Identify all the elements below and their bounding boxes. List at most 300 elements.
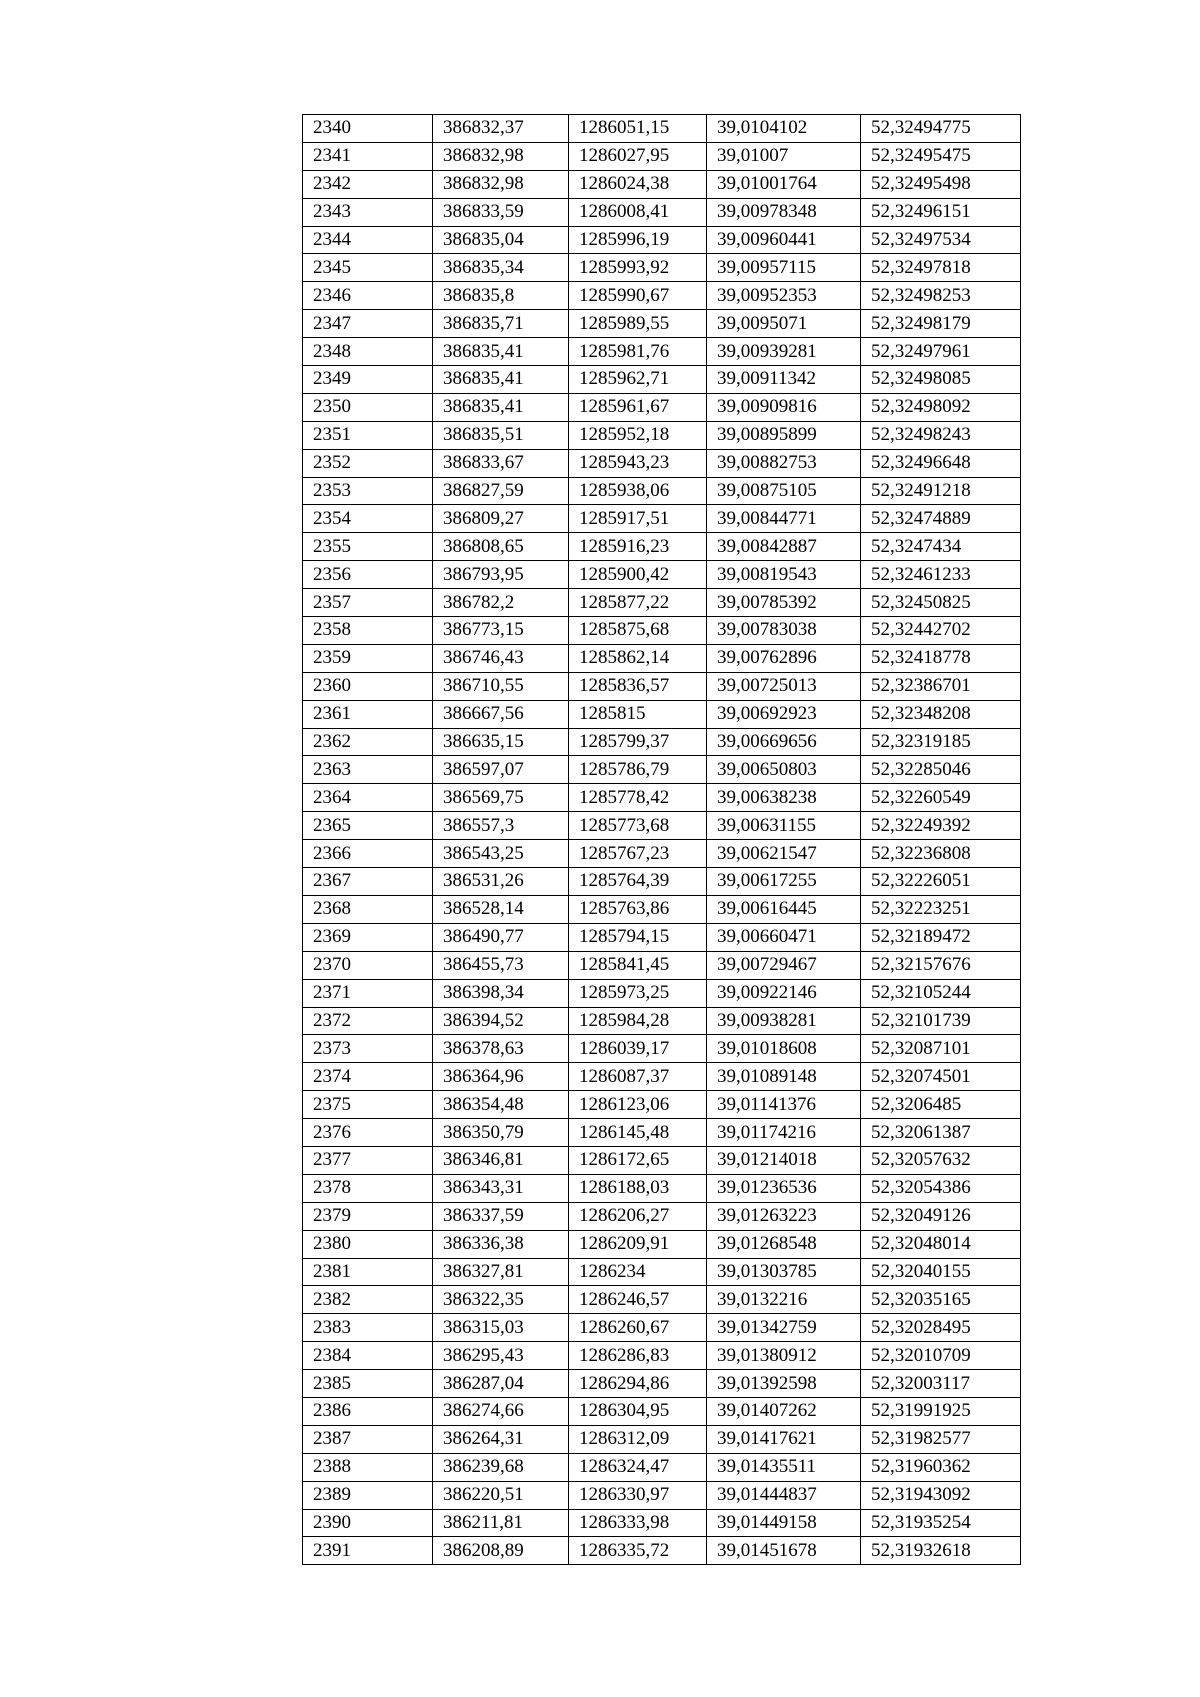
y-coordinate-cell: 1286209,91 bbox=[569, 1230, 707, 1258]
x-coordinate-cell: 386264,31 bbox=[433, 1425, 569, 1453]
x-coordinate-cell: 386337,59 bbox=[433, 1202, 569, 1230]
x-coordinate-cell: 386528,14 bbox=[433, 895, 569, 923]
latitude-cell: 52,32497534 bbox=[861, 226, 1021, 254]
point-number-cell: 2379 bbox=[303, 1202, 433, 1230]
longitude-cell: 39,00669656 bbox=[707, 728, 861, 756]
latitude-cell: 52,32035165 bbox=[861, 1286, 1021, 1314]
latitude-cell: 52,32474889 bbox=[861, 505, 1021, 533]
x-coordinate-cell: 386835,71 bbox=[433, 310, 569, 338]
x-coordinate-cell: 386710,55 bbox=[433, 672, 569, 700]
y-coordinate-cell: 1285917,51 bbox=[569, 505, 707, 533]
latitude-cell: 52,32028495 bbox=[861, 1314, 1021, 1342]
longitude-cell: 39,00621547 bbox=[707, 840, 861, 868]
y-coordinate-cell: 1285841,45 bbox=[569, 951, 707, 979]
y-coordinate-cell: 1286145,48 bbox=[569, 1119, 707, 1147]
table-row bbox=[303, 254, 1021, 282]
y-coordinate-cell: 1286123,06 bbox=[569, 1091, 707, 1119]
y-coordinate-cell: 1286286,83 bbox=[569, 1342, 707, 1370]
longitude-cell: 39,01268548 bbox=[707, 1230, 861, 1258]
point-number-cell: 2386 bbox=[303, 1397, 433, 1425]
longitude-cell: 39,01417621 bbox=[707, 1425, 861, 1453]
latitude-cell: 52,32074501 bbox=[861, 1063, 1021, 1091]
y-coordinate-cell: 1285961,67 bbox=[569, 393, 707, 421]
table-row bbox=[303, 700, 1021, 728]
table-row bbox=[303, 1425, 1021, 1453]
y-coordinate-cell: 1285764,39 bbox=[569, 868, 707, 896]
latitude-cell: 52,32054386 bbox=[861, 1174, 1021, 1202]
x-coordinate-cell: 386394,52 bbox=[433, 1007, 569, 1035]
x-coordinate-cell: 386295,43 bbox=[433, 1342, 569, 1370]
longitude-cell: 39,01449158 bbox=[707, 1509, 861, 1537]
longitude-cell: 39,00978348 bbox=[707, 198, 861, 226]
x-coordinate-cell: 386635,15 bbox=[433, 728, 569, 756]
y-coordinate-cell: 1285877,22 bbox=[569, 589, 707, 617]
point-number-cell: 2341 bbox=[303, 142, 433, 170]
table-row bbox=[303, 198, 1021, 226]
y-coordinate-cell: 1285984,28 bbox=[569, 1007, 707, 1035]
y-coordinate-cell: 1285778,42 bbox=[569, 784, 707, 812]
x-coordinate-cell: 386833,59 bbox=[433, 198, 569, 226]
longitude-cell: 39,01263223 bbox=[707, 1202, 861, 1230]
latitude-cell: 52,31932618 bbox=[861, 1537, 1021, 1565]
latitude-cell: 52,32236808 bbox=[861, 840, 1021, 868]
longitude-cell: 39,0095071 bbox=[707, 310, 861, 338]
table-row bbox=[303, 1146, 1021, 1174]
longitude-cell: 39,01001764 bbox=[707, 170, 861, 198]
longitude-cell: 39,00785392 bbox=[707, 589, 861, 617]
point-number-cell: 2366 bbox=[303, 840, 433, 868]
table-row bbox=[303, 142, 1021, 170]
table-row bbox=[303, 728, 1021, 756]
y-coordinate-cell: 1286172,65 bbox=[569, 1146, 707, 1174]
point-number-cell: 2382 bbox=[303, 1286, 433, 1314]
longitude-cell: 39,01444837 bbox=[707, 1481, 861, 1509]
x-coordinate-cell: 386350,79 bbox=[433, 1119, 569, 1147]
latitude-cell: 52,32494775 bbox=[861, 115, 1021, 143]
point-number-cell: 2367 bbox=[303, 868, 433, 896]
point-number-cell: 2388 bbox=[303, 1453, 433, 1481]
y-coordinate-cell: 1286039,17 bbox=[569, 1035, 707, 1063]
x-coordinate-cell: 386832,37 bbox=[433, 115, 569, 143]
latitude-cell: 52,32057632 bbox=[861, 1146, 1021, 1174]
y-coordinate-cell: 1285993,92 bbox=[569, 254, 707, 282]
longitude-cell: 39,00725013 bbox=[707, 672, 861, 700]
x-coordinate-cell: 386569,75 bbox=[433, 784, 569, 812]
latitude-cell: 52,32087101 bbox=[861, 1035, 1021, 1063]
y-coordinate-cell: 1285767,23 bbox=[569, 840, 707, 868]
longitude-cell: 39,00875105 bbox=[707, 477, 861, 505]
x-coordinate-cell: 386835,34 bbox=[433, 254, 569, 282]
longitude-cell: 39,00922146 bbox=[707, 979, 861, 1007]
latitude-cell: 52,31943092 bbox=[861, 1481, 1021, 1509]
point-number-cell: 2343 bbox=[303, 198, 433, 226]
point-number-cell: 2356 bbox=[303, 561, 433, 589]
table-row bbox=[303, 561, 1021, 589]
table-row bbox=[303, 1007, 1021, 1035]
point-number-cell: 2351 bbox=[303, 421, 433, 449]
x-coordinate-cell: 386239,68 bbox=[433, 1453, 569, 1481]
y-coordinate-cell: 1285952,18 bbox=[569, 421, 707, 449]
longitude-cell: 39,01174216 bbox=[707, 1119, 861, 1147]
x-coordinate-cell: 386746,43 bbox=[433, 644, 569, 672]
point-number-cell: 2371 bbox=[303, 979, 433, 1007]
table-row bbox=[303, 1481, 1021, 1509]
point-number-cell: 2340 bbox=[303, 115, 433, 143]
table-row bbox=[303, 1509, 1021, 1537]
table-row bbox=[303, 366, 1021, 394]
latitude-cell: 52,32386701 bbox=[861, 672, 1021, 700]
table-row bbox=[303, 756, 1021, 784]
point-number-cell: 2380 bbox=[303, 1230, 433, 1258]
table-row bbox=[303, 1370, 1021, 1398]
point-number-cell: 2345 bbox=[303, 254, 433, 282]
table-row bbox=[303, 1453, 1021, 1481]
point-number-cell: 2377 bbox=[303, 1146, 433, 1174]
longitude-cell: 39,00783038 bbox=[707, 617, 861, 645]
x-coordinate-cell: 386835,8 bbox=[433, 282, 569, 310]
table-row bbox=[303, 1342, 1021, 1370]
point-number-cell: 2342 bbox=[303, 170, 433, 198]
point-number-cell: 2372 bbox=[303, 1007, 433, 1035]
x-coordinate-cell: 386809,27 bbox=[433, 505, 569, 533]
table-row bbox=[303, 115, 1021, 143]
latitude-cell: 52,32461233 bbox=[861, 561, 1021, 589]
y-coordinate-cell: 1285799,37 bbox=[569, 728, 707, 756]
latitude-cell: 52,32496151 bbox=[861, 198, 1021, 226]
y-coordinate-cell: 1286008,41 bbox=[569, 198, 707, 226]
point-number-cell: 2385 bbox=[303, 1370, 433, 1398]
longitude-cell: 39,00692923 bbox=[707, 700, 861, 728]
x-coordinate-cell: 386557,3 bbox=[433, 812, 569, 840]
latitude-cell: 52,32497961 bbox=[861, 338, 1021, 366]
point-number-cell: 2369 bbox=[303, 923, 433, 951]
point-number-cell: 2352 bbox=[303, 449, 433, 477]
x-coordinate-cell: 386364,96 bbox=[433, 1063, 569, 1091]
longitude-cell: 39,01236536 bbox=[707, 1174, 861, 1202]
y-coordinate-cell: 1286294,86 bbox=[569, 1370, 707, 1398]
table-row bbox=[303, 923, 1021, 951]
point-number-cell: 2354 bbox=[303, 505, 433, 533]
latitude-cell: 52,32048014 bbox=[861, 1230, 1021, 1258]
point-number-cell: 2359 bbox=[303, 644, 433, 672]
longitude-cell: 39,00762896 bbox=[707, 644, 861, 672]
y-coordinate-cell: 1285990,67 bbox=[569, 282, 707, 310]
coordinates-table bbox=[302, 114, 1021, 1565]
latitude-cell: 52,32189472 bbox=[861, 923, 1021, 951]
point-number-cell: 2389 bbox=[303, 1481, 433, 1509]
y-coordinate-cell: 1286312,09 bbox=[569, 1425, 707, 1453]
longitude-cell: 39,01342759 bbox=[707, 1314, 861, 1342]
x-coordinate-cell: 386835,41 bbox=[433, 393, 569, 421]
latitude-cell: 52,32061387 bbox=[861, 1119, 1021, 1147]
table-row bbox=[303, 617, 1021, 645]
point-number-cell: 2350 bbox=[303, 393, 433, 421]
x-coordinate-cell: 386455,73 bbox=[433, 951, 569, 979]
longitude-cell: 39,00895899 bbox=[707, 421, 861, 449]
y-coordinate-cell: 1285916,23 bbox=[569, 533, 707, 561]
latitude-cell: 52,32003117 bbox=[861, 1370, 1021, 1398]
point-number-cell: 2373 bbox=[303, 1035, 433, 1063]
latitude-cell: 52,32491218 bbox=[861, 477, 1021, 505]
latitude-cell: 52,31935254 bbox=[861, 1509, 1021, 1537]
latitude-cell: 52,32497818 bbox=[861, 254, 1021, 282]
latitude-cell: 52,32498179 bbox=[861, 310, 1021, 338]
point-number-cell: 2384 bbox=[303, 1342, 433, 1370]
table-row bbox=[303, 1258, 1021, 1286]
y-coordinate-cell: 1286324,47 bbox=[569, 1453, 707, 1481]
table-row bbox=[303, 310, 1021, 338]
table-row bbox=[303, 1230, 1021, 1258]
table-row bbox=[303, 895, 1021, 923]
y-coordinate-cell: 1285794,15 bbox=[569, 923, 707, 951]
point-number-cell: 2375 bbox=[303, 1091, 433, 1119]
latitude-cell: 52,32498092 bbox=[861, 393, 1021, 421]
point-number-cell: 2365 bbox=[303, 812, 433, 840]
y-coordinate-cell: 1286188,03 bbox=[569, 1174, 707, 1202]
point-number-cell: 2362 bbox=[303, 728, 433, 756]
x-coordinate-cell: 386354,48 bbox=[433, 1091, 569, 1119]
point-number-cell: 2364 bbox=[303, 784, 433, 812]
y-coordinate-cell: 1286051,15 bbox=[569, 115, 707, 143]
longitude-cell: 39,01380912 bbox=[707, 1342, 861, 1370]
longitude-cell: 39,01214018 bbox=[707, 1146, 861, 1174]
longitude-cell: 39,01303785 bbox=[707, 1258, 861, 1286]
latitude-cell: 52,31991925 bbox=[861, 1397, 1021, 1425]
latitude-cell: 52,32498253 bbox=[861, 282, 1021, 310]
longitude-cell: 39,00631155 bbox=[707, 812, 861, 840]
latitude-cell: 52,32249392 bbox=[861, 812, 1021, 840]
table-row bbox=[303, 1091, 1021, 1119]
latitude-cell: 52,31982577 bbox=[861, 1425, 1021, 1453]
longitude-cell: 39,00939281 bbox=[707, 338, 861, 366]
x-coordinate-cell: 386220,51 bbox=[433, 1481, 569, 1509]
table-row bbox=[303, 505, 1021, 533]
table-row bbox=[303, 282, 1021, 310]
point-number-cell: 2370 bbox=[303, 951, 433, 979]
y-coordinate-cell: 1286024,38 bbox=[569, 170, 707, 198]
latitude-cell: 52,3206485 bbox=[861, 1091, 1021, 1119]
latitude-cell: 52,32260549 bbox=[861, 784, 1021, 812]
latitude-cell: 52,32285046 bbox=[861, 756, 1021, 784]
longitude-cell: 39,00960441 bbox=[707, 226, 861, 254]
point-number-cell: 2390 bbox=[303, 1509, 433, 1537]
table-row bbox=[303, 868, 1021, 896]
point-number-cell: 2376 bbox=[303, 1119, 433, 1147]
y-coordinate-cell: 1285862,14 bbox=[569, 644, 707, 672]
table-row bbox=[303, 533, 1021, 561]
x-coordinate-cell: 386835,04 bbox=[433, 226, 569, 254]
longitude-cell: 39,00638238 bbox=[707, 784, 861, 812]
point-number-cell: 2346 bbox=[303, 282, 433, 310]
latitude-cell: 52,32348208 bbox=[861, 700, 1021, 728]
table-row bbox=[303, 226, 1021, 254]
point-number-cell: 2381 bbox=[303, 1258, 433, 1286]
longitude-cell: 39,00909816 bbox=[707, 393, 861, 421]
latitude-cell: 52,32226051 bbox=[861, 868, 1021, 896]
longitude-cell: 39,00660471 bbox=[707, 923, 861, 951]
table-row bbox=[303, 1174, 1021, 1202]
latitude-cell: 52,32450825 bbox=[861, 589, 1021, 617]
y-coordinate-cell: 1286333,98 bbox=[569, 1509, 707, 1537]
longitude-cell: 39,01407262 bbox=[707, 1397, 861, 1425]
latitude-cell: 52,32418778 bbox=[861, 644, 1021, 672]
y-coordinate-cell: 1286260,67 bbox=[569, 1314, 707, 1342]
y-coordinate-cell: 1286335,72 bbox=[569, 1537, 707, 1565]
x-coordinate-cell: 386827,59 bbox=[433, 477, 569, 505]
latitude-cell: 52,32101739 bbox=[861, 1007, 1021, 1035]
longitude-cell: 39,01007 bbox=[707, 142, 861, 170]
longitude-cell: 39,0132216 bbox=[707, 1286, 861, 1314]
x-coordinate-cell: 386531,26 bbox=[433, 868, 569, 896]
longitude-cell: 39,01089148 bbox=[707, 1063, 861, 1091]
latitude-cell: 52,32498243 bbox=[861, 421, 1021, 449]
point-number-cell: 2357 bbox=[303, 589, 433, 617]
table-row bbox=[303, 840, 1021, 868]
longitude-cell: 39,01451678 bbox=[707, 1537, 861, 1565]
table-row bbox=[303, 672, 1021, 700]
coordinates-table-body bbox=[303, 115, 1021, 1565]
latitude-cell: 52,32223251 bbox=[861, 895, 1021, 923]
point-number-cell: 2358 bbox=[303, 617, 433, 645]
y-coordinate-cell: 1285943,23 bbox=[569, 449, 707, 477]
point-number-cell: 2355 bbox=[303, 533, 433, 561]
table-row bbox=[303, 644, 1021, 672]
table-row bbox=[303, 1035, 1021, 1063]
x-coordinate-cell: 386793,95 bbox=[433, 561, 569, 589]
y-coordinate-cell: 1286234 bbox=[569, 1258, 707, 1286]
y-coordinate-cell: 1285996,19 bbox=[569, 226, 707, 254]
table-row bbox=[303, 477, 1021, 505]
latitude-cell: 52,31960362 bbox=[861, 1453, 1021, 1481]
point-number-cell: 2374 bbox=[303, 1063, 433, 1091]
table-row bbox=[303, 1314, 1021, 1342]
x-coordinate-cell: 386327,81 bbox=[433, 1258, 569, 1286]
table-row bbox=[303, 812, 1021, 840]
latitude-cell: 52,32498085 bbox=[861, 366, 1021, 394]
table-row bbox=[303, 589, 1021, 617]
longitude-cell: 39,00938281 bbox=[707, 1007, 861, 1035]
latitude-cell: 52,32495475 bbox=[861, 142, 1021, 170]
longitude-cell: 39,01141376 bbox=[707, 1091, 861, 1119]
latitude-cell: 52,32495498 bbox=[861, 170, 1021, 198]
y-coordinate-cell: 1286206,27 bbox=[569, 1202, 707, 1230]
table-row bbox=[303, 1286, 1021, 1314]
longitude-cell: 39,00882753 bbox=[707, 449, 861, 477]
point-number-cell: 2344 bbox=[303, 226, 433, 254]
table-row bbox=[303, 1119, 1021, 1147]
longitude-cell: 39,01018608 bbox=[707, 1035, 861, 1063]
x-coordinate-cell: 386667,56 bbox=[433, 700, 569, 728]
table-row bbox=[303, 784, 1021, 812]
point-number-cell: 2363 bbox=[303, 756, 433, 784]
x-coordinate-cell: 386808,65 bbox=[433, 533, 569, 561]
x-coordinate-cell: 386833,67 bbox=[433, 449, 569, 477]
latitude-cell: 52,32496648 bbox=[861, 449, 1021, 477]
y-coordinate-cell: 1285973,25 bbox=[569, 979, 707, 1007]
x-coordinate-cell: 386398,34 bbox=[433, 979, 569, 1007]
longitude-cell: 39,00952353 bbox=[707, 282, 861, 310]
latitude-cell: 52,32319185 bbox=[861, 728, 1021, 756]
point-number-cell: 2349 bbox=[303, 366, 433, 394]
x-coordinate-cell: 386490,77 bbox=[433, 923, 569, 951]
y-coordinate-cell: 1286330,97 bbox=[569, 1481, 707, 1509]
latitude-cell: 52,32105244 bbox=[861, 979, 1021, 1007]
latitude-cell: 52,32040155 bbox=[861, 1258, 1021, 1286]
x-coordinate-cell: 386782,2 bbox=[433, 589, 569, 617]
x-coordinate-cell: 386773,15 bbox=[433, 617, 569, 645]
x-coordinate-cell: 386322,35 bbox=[433, 1286, 569, 1314]
x-coordinate-cell: 386597,07 bbox=[433, 756, 569, 784]
table-row bbox=[303, 1537, 1021, 1565]
longitude-cell: 39,00842887 bbox=[707, 533, 861, 561]
x-coordinate-cell: 386346,81 bbox=[433, 1146, 569, 1174]
point-number-cell: 2361 bbox=[303, 700, 433, 728]
point-number-cell: 2391 bbox=[303, 1537, 433, 1565]
y-coordinate-cell: 1285875,68 bbox=[569, 617, 707, 645]
x-coordinate-cell: 386315,03 bbox=[433, 1314, 569, 1342]
table-row bbox=[303, 449, 1021, 477]
x-coordinate-cell: 386343,31 bbox=[433, 1174, 569, 1202]
longitude-cell: 39,01435511 bbox=[707, 1453, 861, 1481]
x-coordinate-cell: 386378,63 bbox=[433, 1035, 569, 1063]
y-coordinate-cell: 1285836,57 bbox=[569, 672, 707, 700]
x-coordinate-cell: 386543,25 bbox=[433, 840, 569, 868]
table-row bbox=[303, 1202, 1021, 1230]
point-number-cell: 2347 bbox=[303, 310, 433, 338]
longitude-cell: 39,00911342 bbox=[707, 366, 861, 394]
longitude-cell: 39,00957115 bbox=[707, 254, 861, 282]
y-coordinate-cell: 1285900,42 bbox=[569, 561, 707, 589]
longitude-cell: 39,01392598 bbox=[707, 1370, 861, 1398]
latitude-cell: 52,32157676 bbox=[861, 951, 1021, 979]
y-coordinate-cell: 1286304,95 bbox=[569, 1397, 707, 1425]
longitude-cell: 39,00844771 bbox=[707, 505, 861, 533]
x-coordinate-cell: 386835,41 bbox=[433, 366, 569, 394]
y-coordinate-cell: 1285763,86 bbox=[569, 895, 707, 923]
x-coordinate-cell: 386211,81 bbox=[433, 1509, 569, 1537]
x-coordinate-cell: 386336,38 bbox=[433, 1230, 569, 1258]
point-number-cell: 2348 bbox=[303, 338, 433, 366]
latitude-cell: 52,32049126 bbox=[861, 1202, 1021, 1230]
y-coordinate-cell: 1285938,06 bbox=[569, 477, 707, 505]
x-coordinate-cell: 386835,51 bbox=[433, 421, 569, 449]
table-row bbox=[303, 1063, 1021, 1091]
longitude-cell: 39,00617255 bbox=[707, 868, 861, 896]
x-coordinate-cell: 386832,98 bbox=[433, 142, 569, 170]
y-coordinate-cell: 1286087,37 bbox=[569, 1063, 707, 1091]
table-row bbox=[303, 170, 1021, 198]
x-coordinate-cell: 386832,98 bbox=[433, 170, 569, 198]
latitude-cell: 52,32442702 bbox=[861, 617, 1021, 645]
table-row bbox=[303, 1397, 1021, 1425]
y-coordinate-cell: 1285989,55 bbox=[569, 310, 707, 338]
y-coordinate-cell: 1286246,57 bbox=[569, 1286, 707, 1314]
y-coordinate-cell: 1285773,68 bbox=[569, 812, 707, 840]
y-coordinate-cell: 1285786,79 bbox=[569, 756, 707, 784]
y-coordinate-cell: 1285815 bbox=[569, 700, 707, 728]
latitude-cell: 52,32010709 bbox=[861, 1342, 1021, 1370]
point-number-cell: 2360 bbox=[303, 672, 433, 700]
longitude-cell: 39,00650803 bbox=[707, 756, 861, 784]
longitude-cell: 39,00819543 bbox=[707, 561, 861, 589]
y-coordinate-cell: 1285981,76 bbox=[569, 338, 707, 366]
table-row bbox=[303, 393, 1021, 421]
y-coordinate-cell: 1286027,95 bbox=[569, 142, 707, 170]
point-number-cell: 2353 bbox=[303, 477, 433, 505]
x-coordinate-cell: 386208,89 bbox=[433, 1537, 569, 1565]
point-number-cell: 2383 bbox=[303, 1314, 433, 1342]
longitude-cell: 39,00616445 bbox=[707, 895, 861, 923]
